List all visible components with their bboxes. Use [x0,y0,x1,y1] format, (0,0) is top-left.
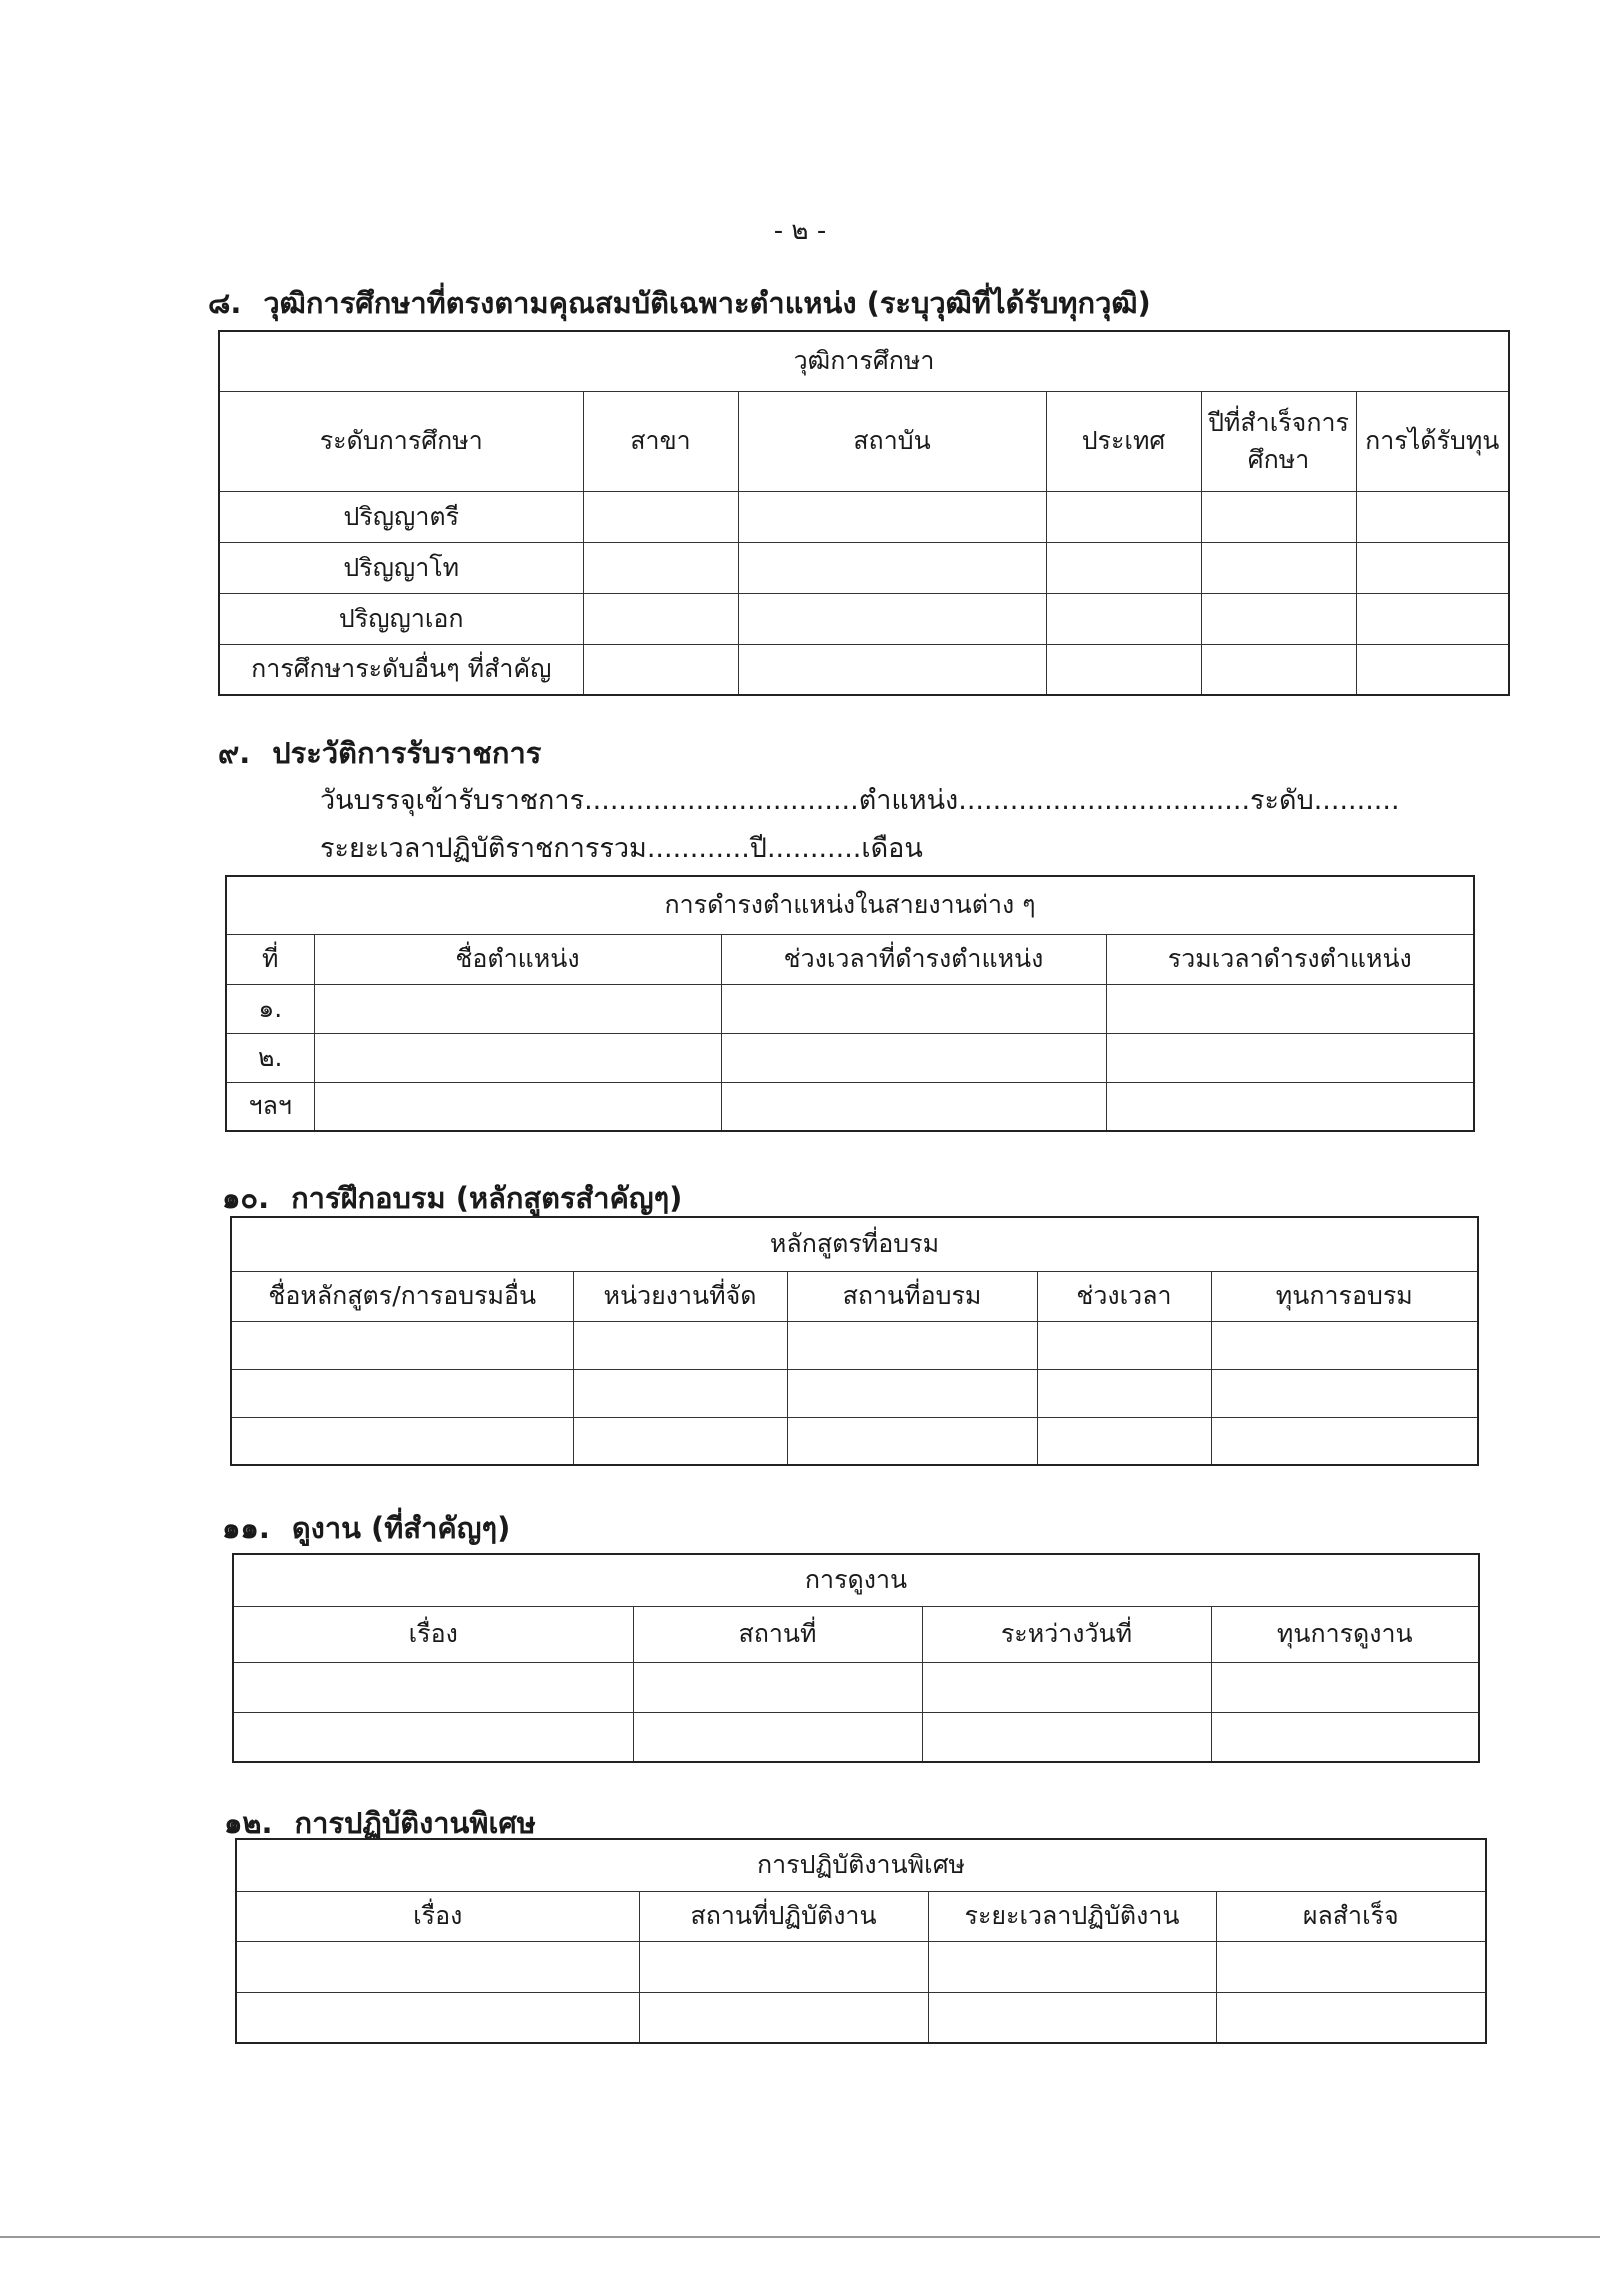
course-cell[interactable] [231,1321,573,1369]
positions-caption: การดำรงตำแหน่งในสายงานต่าง ๆ [226,876,1474,934]
positions-table [225,875,1475,1132]
period-cell[interactable] [1037,1321,1211,1369]
section-9-heading [218,730,541,776]
row-number: ๒. [226,1033,314,1082]
section-11-title: ดูงาน (ที่สำคัญๆ) [291,1511,511,1545]
col-header: ช่วงเวลา [1037,1271,1211,1321]
period-cell[interactable] [721,1033,1106,1082]
education-level: ปริญญาโท [219,542,583,593]
funding-cell[interactable] [1211,1321,1478,1369]
appointment-line: วันบรรจุเข้ารับราชการ................................ตำแหน่ง..................................ระดับ.......... [320,785,1400,816]
col-header: ปีที่สำเร็จการศึกษา [1201,391,1356,491]
topic-cell[interactable] [236,1941,639,1992]
period-cell[interactable] [721,984,1106,1033]
period-cell[interactable] [721,1082,1106,1131]
place-cell[interactable] [633,1662,922,1712]
total-time-cell[interactable] [1106,1033,1474,1082]
col-header: ทุนการดูงาน [1211,1606,1479,1662]
scholarship-cell[interactable] [1356,542,1509,593]
col-header: ที่ [226,934,314,984]
duration-cell[interactable] [928,1941,1216,1992]
section-10-number: ๑๐. [222,1181,270,1215]
col-header: รวมเวลาดำรงตำแหน่ง [1106,934,1474,984]
col-header: สถานที่ [633,1606,922,1662]
special-work-table [235,1838,1487,2044]
grad-year-cell[interactable] [1201,593,1356,644]
col-header: ชื่อตำแหน่ง [314,934,721,984]
total-time-cell[interactable] [1106,984,1474,1033]
total-time-cell[interactable] [1106,1082,1474,1131]
page-number: - ๒ - [773,216,827,246]
grad-year-cell[interactable] [1201,491,1356,542]
dates-cell[interactable] [922,1662,1211,1712]
organizer-cell[interactable] [573,1369,787,1417]
col-header: ระดับการศึกษา [219,391,583,491]
scholarship-cell[interactable] [1356,491,1509,542]
col-header: สาขา [583,391,738,491]
field-cell[interactable] [583,644,738,695]
funding-cell[interactable] [1211,1712,1479,1762]
training-caption: หลักสูตรที่อบรม [231,1217,1478,1271]
duration-cell[interactable] [928,1992,1216,2043]
course-cell[interactable] [231,1369,573,1417]
section-11-heading [222,1505,510,1551]
organizer-cell[interactable] [573,1321,787,1369]
row-number: ๑. [226,984,314,1033]
col-header: ระยะเวลาปฏิบัติงาน [928,1891,1216,1941]
col-header: ประเทศ [1046,391,1201,491]
study-visit-caption: การดูงาน [233,1554,1479,1606]
grad-year-cell[interactable] [1201,542,1356,593]
venue-cell[interactable] [787,1369,1037,1417]
country-cell[interactable] [1046,491,1201,542]
col-header: เรื่อง [233,1606,633,1662]
position-name-cell[interactable] [314,1082,721,1131]
place-cell[interactable] [639,1941,928,1992]
education-table [218,330,1510,696]
scholarship-cell[interactable] [1356,593,1509,644]
country-cell[interactable] [1046,644,1201,695]
dates-cell[interactable] [922,1712,1211,1762]
col-header: ช่วงเวลาที่ดำรงตำแหน่ง [721,934,1106,984]
special-work-caption: การปฏิบัติงานพิเศษ [236,1839,1486,1891]
section-9-title: ประวัติการรับราชการ [272,736,542,770]
institution-cell[interactable] [738,644,1046,695]
position-name-cell[interactable] [314,984,721,1033]
col-header: สถาบัน [738,391,1046,491]
course-cell[interactable] [231,1417,573,1465]
institution-cell[interactable] [738,593,1046,644]
section-12-number: ๑๒. [224,1806,273,1840]
education-level: ปริญญาตรี [219,491,583,542]
education-level: การศึกษาระดับอื่นๆ ที่สำคัญ [219,644,583,695]
row-number: ฯลฯ [226,1082,314,1131]
institution-cell[interactable] [738,542,1046,593]
result-cell[interactable] [1216,1941,1486,1992]
funding-cell[interactable] [1211,1662,1479,1712]
organizer-cell[interactable] [573,1417,787,1465]
topic-cell[interactable] [233,1662,633,1712]
study-visit-table [232,1553,1480,1763]
section-12-title: การปฏิบัติงานพิเศษ [294,1806,536,1840]
grad-year-cell[interactable] [1201,644,1356,695]
field-cell[interactable] [583,542,738,593]
service-duration-line: ระยะเวลาปฏิบัติราชการรวม............ปี...........เดือน [320,833,923,864]
col-header: หน่วยงานที่จัด [573,1271,787,1321]
period-cell[interactable] [1037,1417,1211,1465]
col-header: การได้รับทุน [1356,391,1509,491]
education-caption: วุฒิการศึกษา [219,331,1509,391]
place-cell[interactable] [633,1712,922,1762]
col-header: สถานที่อบรม [787,1271,1037,1321]
field-cell[interactable] [583,491,738,542]
section-8-heading [208,280,1151,326]
col-header: ระหว่างวันที่ [922,1606,1211,1662]
scholarship-cell[interactable] [1356,644,1509,695]
result-cell[interactable] [1216,1992,1486,2043]
section-10-heading [222,1175,682,1221]
institution-cell[interactable] [738,491,1046,542]
col-header: สถานที่ปฏิบัติงาน [639,1891,928,1941]
place-cell[interactable] [639,1992,928,2043]
training-table [230,1216,1479,1466]
section-8-title: วุฒิการศึกษาที่ตรงตามคุณสมบัติเฉพาะตำแหน่ง (ระบุวุฒิที่ได้รับทุกวุฒิ) [263,286,1151,320]
page-bottom-rule [0,2236,1600,2238]
education-level: ปริญญาเอก [219,593,583,644]
position-name-cell[interactable] [314,1033,721,1082]
venue-cell[interactable] [787,1321,1037,1369]
funding-cell[interactable] [1211,1417,1478,1465]
topic-cell[interactable] [236,1992,639,2043]
col-header: ทุนการอบรม [1211,1271,1478,1321]
col-header: ผลสำเร็จ [1216,1891,1486,1941]
col-header: เรื่อง [236,1891,639,1941]
country-cell[interactable] [1046,593,1201,644]
section-10-title: การฝึกอบรม (หลักสูตรสำคัญๆ) [291,1181,683,1215]
section-9-number: ๙. [218,736,251,770]
field-cell[interactable] [583,593,738,644]
section-8-number: ๘. [208,286,242,320]
funding-cell[interactable] [1211,1369,1478,1417]
section-11-number: ๑๑. [222,1511,270,1545]
topic-cell[interactable] [233,1712,633,1762]
venue-cell[interactable] [787,1417,1037,1465]
country-cell[interactable] [1046,542,1201,593]
col-header: ชื่อหลักสูตร/การอบรมอื่น [231,1271,573,1321]
period-cell[interactable] [1037,1369,1211,1417]
